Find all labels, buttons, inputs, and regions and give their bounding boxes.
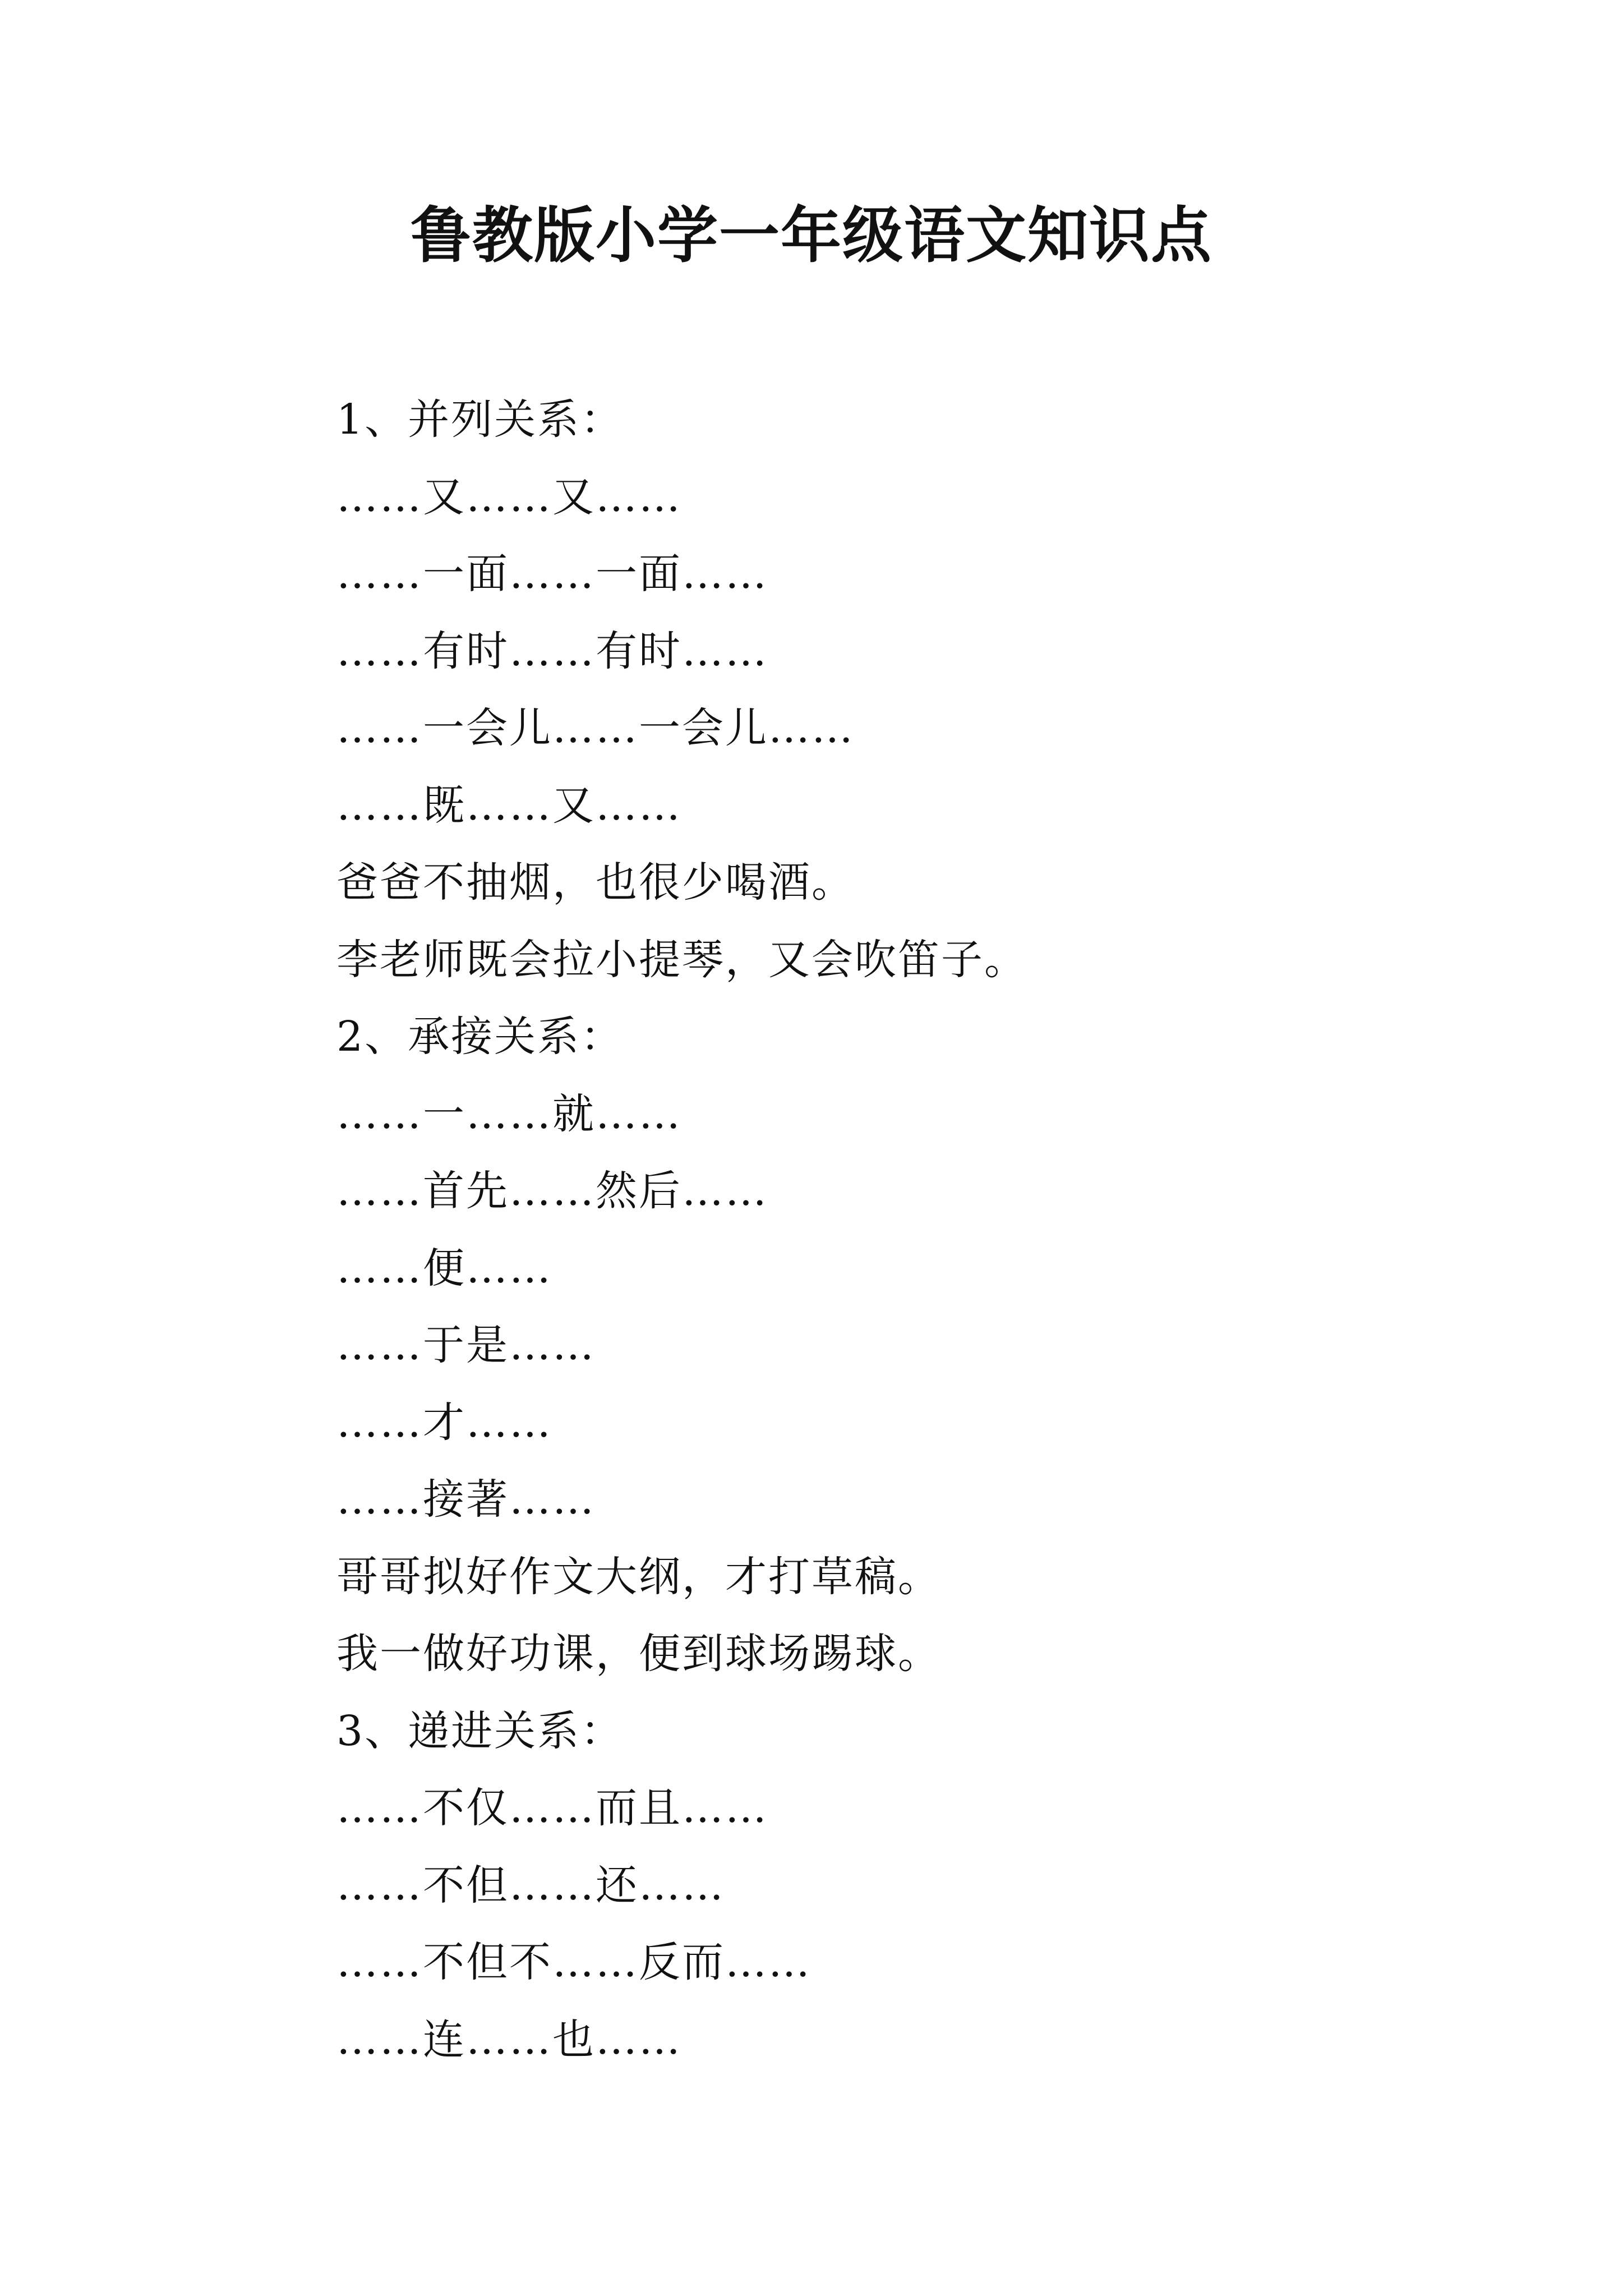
pattern-line: ……连……也……	[336, 2015, 682, 2064]
section-heading-progressive: 3、递进关系：	[336, 1706, 624, 1755]
pattern-line: ……一……就……	[336, 1089, 682, 1138]
example-sentence: 爸爸不抽烟，也很少喝酒。	[336, 858, 855, 907]
pattern-line: ……首先……然后……	[336, 1167, 768, 1215]
pattern-line: ……便……	[336, 1244, 552, 1292]
example-sentence: 哥哥拟好作文大纲，才打草稿。	[336, 1552, 941, 1601]
section-heading-sequential: 2、承接关系：	[336, 1013, 624, 1061]
pattern-line: ……接著……	[336, 1475, 596, 1524]
pattern-line: ……一面……一面……	[336, 550, 768, 598]
pattern-line: ……不仅……而且……	[336, 1784, 768, 1832]
pattern-line: ……一会儿……一会儿……	[336, 704, 855, 752]
pattern-line: ……又……又……	[336, 472, 682, 521]
pattern-line: ……才……	[336, 1398, 552, 1447]
pattern-line: ……不但……还……	[336, 1861, 725, 1910]
pattern-line: ……不但不……反而……	[336, 1938, 811, 1986]
pattern-line: ……既……又……	[336, 781, 682, 830]
document-body	[336, 381, 1570, 2078]
example-sentence: 李老师既会拉小提琴，又会吹笛子。	[336, 935, 1027, 984]
document-title: 鲁教版小学一年级语文知识点	[410, 200, 1212, 271]
section-heading-parallel: 1、并列关系：	[336, 395, 624, 444]
pattern-line: ……于是……	[336, 1321, 596, 1369]
example-sentence: 我一做好功课，便到球场踢球。	[336, 1630, 941, 1678]
pattern-line: ……有时……有时……	[336, 627, 768, 675]
